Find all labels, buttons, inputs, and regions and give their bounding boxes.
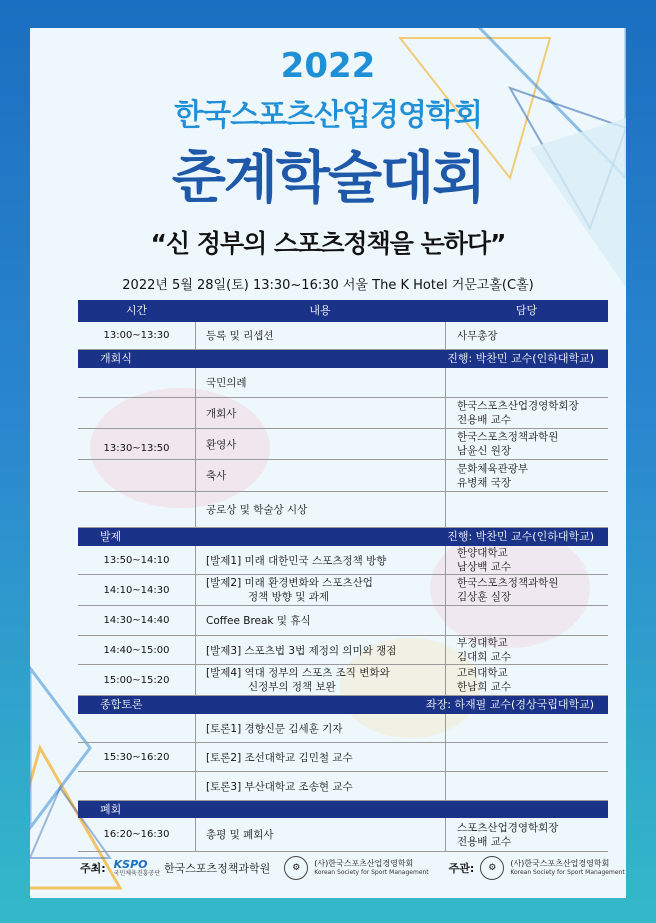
row-content: 총평 및 폐회사 xyxy=(195,818,445,851)
host-label: 주최: xyxy=(80,862,106,875)
table-row xyxy=(78,772,608,801)
person-line: 김상훈 실장 xyxy=(457,591,512,603)
table-row xyxy=(78,575,608,606)
row-content: 공로상 및 학술상 시상 xyxy=(195,492,445,527)
row-person xyxy=(445,772,608,800)
conference-theme: “신 정부의 스포츠정책을 논하다” xyxy=(150,229,506,258)
society-emblem-icon: ⚙ xyxy=(480,856,504,880)
row-content xyxy=(195,606,445,635)
organizer-logo xyxy=(480,856,624,880)
opening-time: 13:30~13:50 xyxy=(103,442,170,454)
person-line: 한국스포츠정책과학원 xyxy=(457,431,559,443)
table-row xyxy=(78,818,608,852)
row-time: 16:20~16:30 xyxy=(103,829,170,840)
row-person xyxy=(445,714,608,742)
society-name-en: Korean Society for Sport Management xyxy=(314,869,429,876)
person-line: 남윤신 원장 xyxy=(457,445,512,457)
row-person xyxy=(445,636,608,664)
row-time: 14:40~15:00 xyxy=(103,644,170,656)
row-content: [토론1] 경향신문 김세훈 기자 xyxy=(195,714,445,742)
discussion-block xyxy=(78,714,608,801)
discussion-time: 15:30~16:20 xyxy=(103,752,170,763)
table-row xyxy=(78,460,608,492)
table-row xyxy=(78,636,608,665)
row-content: 축사 xyxy=(195,460,445,491)
header-person: 담당 xyxy=(515,304,538,317)
table-row xyxy=(78,546,608,575)
section-chair: 좌장: 하재필 교수(경상국립대학교) xyxy=(425,698,594,711)
schedule-table xyxy=(78,300,608,852)
person-line: 김대희 교수 xyxy=(457,651,512,663)
association-name: 한국스포츠산업경영학회 xyxy=(174,98,482,133)
society-name-en: Korean Society for Sport Management xyxy=(510,869,625,876)
header-time: 시간 xyxy=(125,304,148,317)
person-line: 한양대학교 xyxy=(457,547,508,559)
row-content: [토론2] 조선대학교 김민철 교수 xyxy=(195,743,445,771)
section-host: 진행: 박찬민 교수(인하대학교) xyxy=(447,352,594,365)
table-header xyxy=(78,300,608,322)
society-logo xyxy=(284,856,428,880)
table-row xyxy=(78,398,608,429)
row-person xyxy=(445,743,608,771)
person-line: 한국스포츠산업경영학회장 xyxy=(457,400,579,412)
row-time: 14:30~14:40 xyxy=(103,615,170,626)
content-line: [발제1] 미래 대한민국 스포츠정책 방향 xyxy=(206,554,387,567)
person-line: 스포츠산업경영학회장 xyxy=(457,821,559,834)
row-person xyxy=(445,322,608,349)
row-content xyxy=(195,665,445,695)
row-person xyxy=(445,429,608,459)
row-person xyxy=(445,575,608,605)
table-row xyxy=(78,665,608,696)
row-content: 개회사 xyxy=(195,398,445,428)
date-venue: 2022년 5월 28일(토) 13:30~16:30 서울 The K Hotel 거문고홀(C홀) xyxy=(122,278,534,293)
row-content: 등록 및 리셉션 xyxy=(195,322,445,349)
table-row xyxy=(78,368,608,398)
table-row xyxy=(78,322,608,350)
person-line: 남상백 교수 xyxy=(457,561,512,573)
table-row xyxy=(78,429,608,460)
section-closing xyxy=(78,801,608,818)
person-line: 전용배 교수 xyxy=(457,414,512,426)
section-name: 개회식 xyxy=(100,352,132,365)
section-opening xyxy=(78,350,608,368)
section-discussion xyxy=(78,696,608,714)
conference-title: 춘계학술대회 xyxy=(171,146,485,211)
person-line: 사무총장 xyxy=(457,329,498,342)
person-line: 부경대학교 xyxy=(457,637,508,649)
row-time: 13:50~14:10 xyxy=(103,554,170,566)
row-person xyxy=(445,492,608,527)
society-name-kr: (사)한국스포츠산업경영학회 xyxy=(510,859,610,868)
table-row xyxy=(78,606,608,636)
section-name: 종합토론 xyxy=(100,698,143,711)
row-person xyxy=(445,460,608,491)
row-person xyxy=(445,665,608,695)
poster-year: 2022 xyxy=(280,46,376,86)
row-content: 환영사 xyxy=(195,429,445,459)
kspo-subtitle: 국민체육진흥공단 xyxy=(113,869,161,877)
kspo-logo xyxy=(114,859,160,878)
content-line: [발제3] 스포츠법 3법 제정의 의미와 쟁점 xyxy=(206,644,397,657)
section-name: 발제 xyxy=(100,530,122,543)
row-person xyxy=(445,398,608,428)
kspo-mark: KSPO xyxy=(113,857,148,871)
society-emblem-icon: ⚙ xyxy=(284,856,308,880)
row-time: 15:00~15:20 xyxy=(103,674,170,686)
person-line: 고려대학교 xyxy=(457,667,508,679)
host-org: 한국스포츠정책과학원 xyxy=(164,862,271,875)
content-line: [발제4] 역대 정부의 스포츠 조직 변화와 xyxy=(206,667,390,679)
person-line: 한국스포츠정책과학원 xyxy=(457,577,559,589)
poster-panel xyxy=(30,28,626,898)
table-row xyxy=(78,492,608,528)
row-content xyxy=(195,575,445,605)
society-name-kr: (사)한국스포츠산업경영학회 xyxy=(314,859,414,868)
row-content: [토론3] 부산대학교 조송현 교수 xyxy=(195,772,445,800)
row-content xyxy=(195,546,445,574)
row-person xyxy=(445,818,608,851)
organizer-label: 주관: xyxy=(448,862,475,875)
row-person xyxy=(445,368,608,397)
table-row xyxy=(78,714,608,743)
person-line: 문화체육관광부 xyxy=(457,462,529,475)
row-time: 13:00~13:30 xyxy=(103,330,170,341)
row-person xyxy=(445,546,608,574)
row-content xyxy=(195,636,445,664)
header-content: 내용 xyxy=(309,304,331,317)
row-content: 국민의례 xyxy=(195,368,445,397)
person-line: 전용배 교수 xyxy=(457,835,512,848)
content-line: 신정부의 정책 보완 xyxy=(248,681,336,693)
poster-footer xyxy=(30,848,626,888)
table-row xyxy=(78,743,608,772)
person-line: 한남희 교수 xyxy=(457,681,512,693)
section-presentations xyxy=(78,528,608,546)
section-host: 진행: 박찬민 교수(인하대학교) xyxy=(447,530,594,543)
content-line: Coffee Break 및 휴식 xyxy=(206,615,311,627)
content-line: [발제2] 미래 환경변화와 스포츠산업 xyxy=(206,577,373,589)
opening-block xyxy=(78,368,608,528)
row-person xyxy=(445,606,608,635)
row-time: 14:10~14:30 xyxy=(103,584,170,596)
person-line: 유병채 국장 xyxy=(457,476,512,489)
section-name: 폐회 xyxy=(100,803,122,816)
content-line: 정책 방향 및 과제 xyxy=(248,591,330,603)
